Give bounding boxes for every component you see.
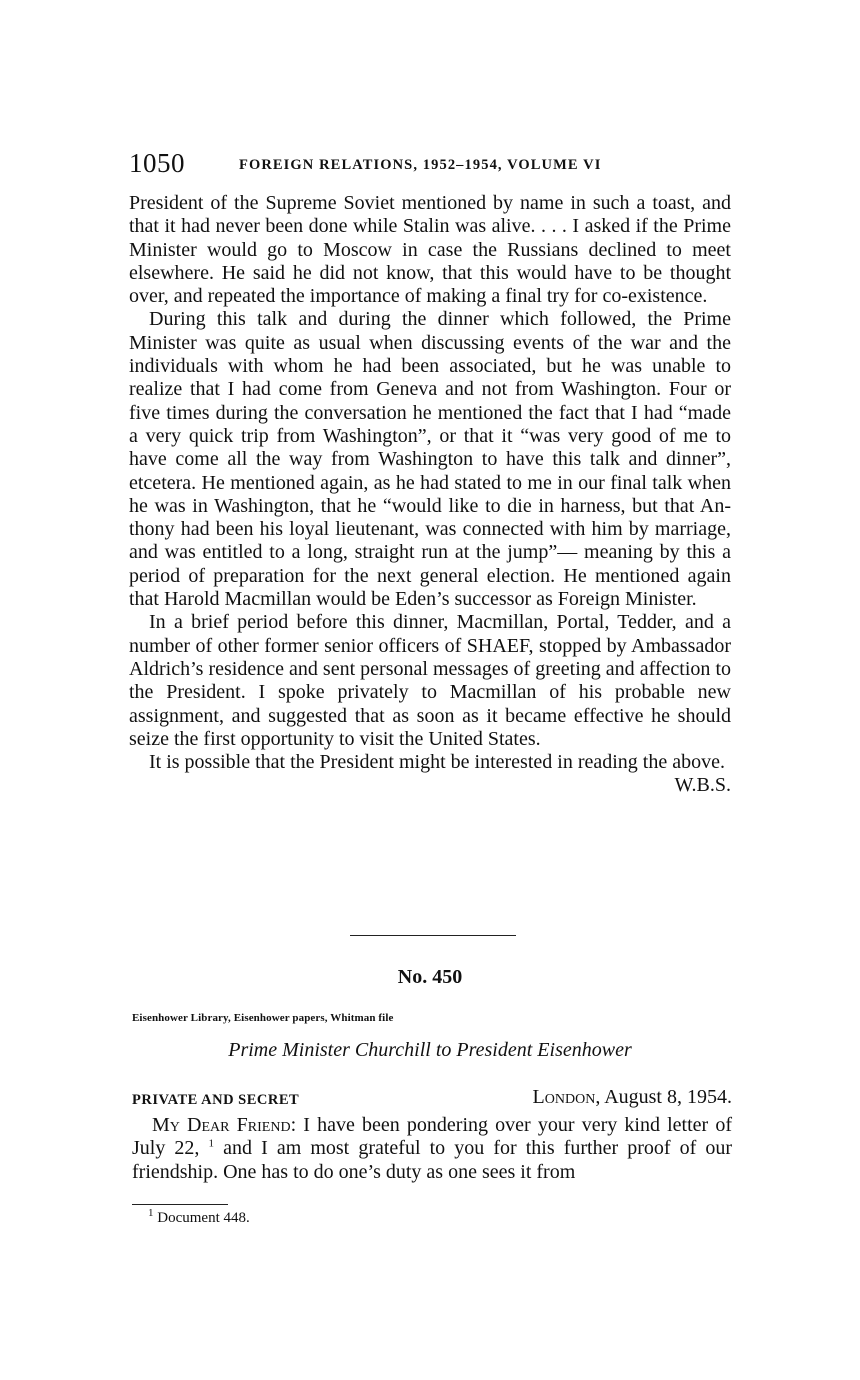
paragraph: President of the Supreme Soviet mentioned by name in such a toast, and that it had never been done while Stalin was alive. . . . I asked if the Prime Minister would go to Moscow in case the Russians declined to meet elsewhere. He said he did not know, that this would have to be thought over, and repeated the importance of making a final try for co-existence. [129,192,731,308]
source-note: Eisenhower Library, Eisenhower papers, Whitman file [132,1012,394,1024]
page-header [129,148,731,182]
footnote-marker[interactable]: 1 [208,1137,215,1150]
place-and-date [533,1086,732,1109]
section-divider [350,935,516,936]
footnote-rule [132,1204,228,1205]
signature-initials: W.B.S. [674,774,731,797]
paragraph: It is possible that the President might be interested in reading the above. [149,751,725,774]
paragraph: During this talk and during the dinner which followed, the Prime Minister was quite as usual when discussing events of the war and the individuals with whom he had been associated, but he was unable to realize that I had come from Geneva and not from Washington. Four or five times during the conversation he mentioned the fact that I had “made a very quick trip from Washington”, or that it “was very good of me to have come all the way from Washington to have this talk and dinner”, etcetera. He mentioned again, as he had stated to me in our final talk when he was in Washington, that he “would like to die in harness, but that Anthony had been his loyal lieutenant, was connected with him by marriage, and was entitled to a long, straight run at the jump”— meaning by this a period of preparation for the next general election. He mentioned again that Harold Macmillan would be Eden’s successor as Foreign Minister. [129,308,731,611]
document-number: No. 450 [397,966,463,988]
paragraph: In a brief period before this dinner, Macmillan, Portal, Tedder, and a number of other former senior officers of SHAEF, stopped by Ambassador Aldrich’s residence and sent personal messages of greeting and affection to the President. I spoke privately to Macmillan of his probable new assignment, and suggested that as soon as it became effective he should seize the first opportunity to visit the United States. [129,611,731,750]
classification-marking: PRIVATE AND SECRET [132,1092,300,1108]
letter-body [132,1114,732,1184]
letter-text-after-note: and I am most grateful to you for this further proof of our friendship. One has to do one’s duty as one sees it from [132,1137,733,1183]
letter-paragraph [132,1114,732,1184]
footnote-number: 1 [148,1207,154,1219]
footnote-text: Document 448. [153,1210,250,1226]
running-head: FOREIGN RELATIONS, 1952–1954, VOLUME VI [239,157,602,173]
date: , August 8, 1954. [595,1086,732,1108]
place: London [532,1086,596,1108]
letter-text-before-note: : I have been pondering over your very kind letter of July 22, [132,1114,733,1160]
footnote [148,1207,250,1227]
dateline [132,1086,732,1110]
salutation: My Dear Friend [152,1114,291,1136]
page-number: 1050 [129,148,185,178]
document-title: Prime Minister Churchill to President Eisenhower [228,1039,632,1061]
memo-continuation [129,192,731,798]
